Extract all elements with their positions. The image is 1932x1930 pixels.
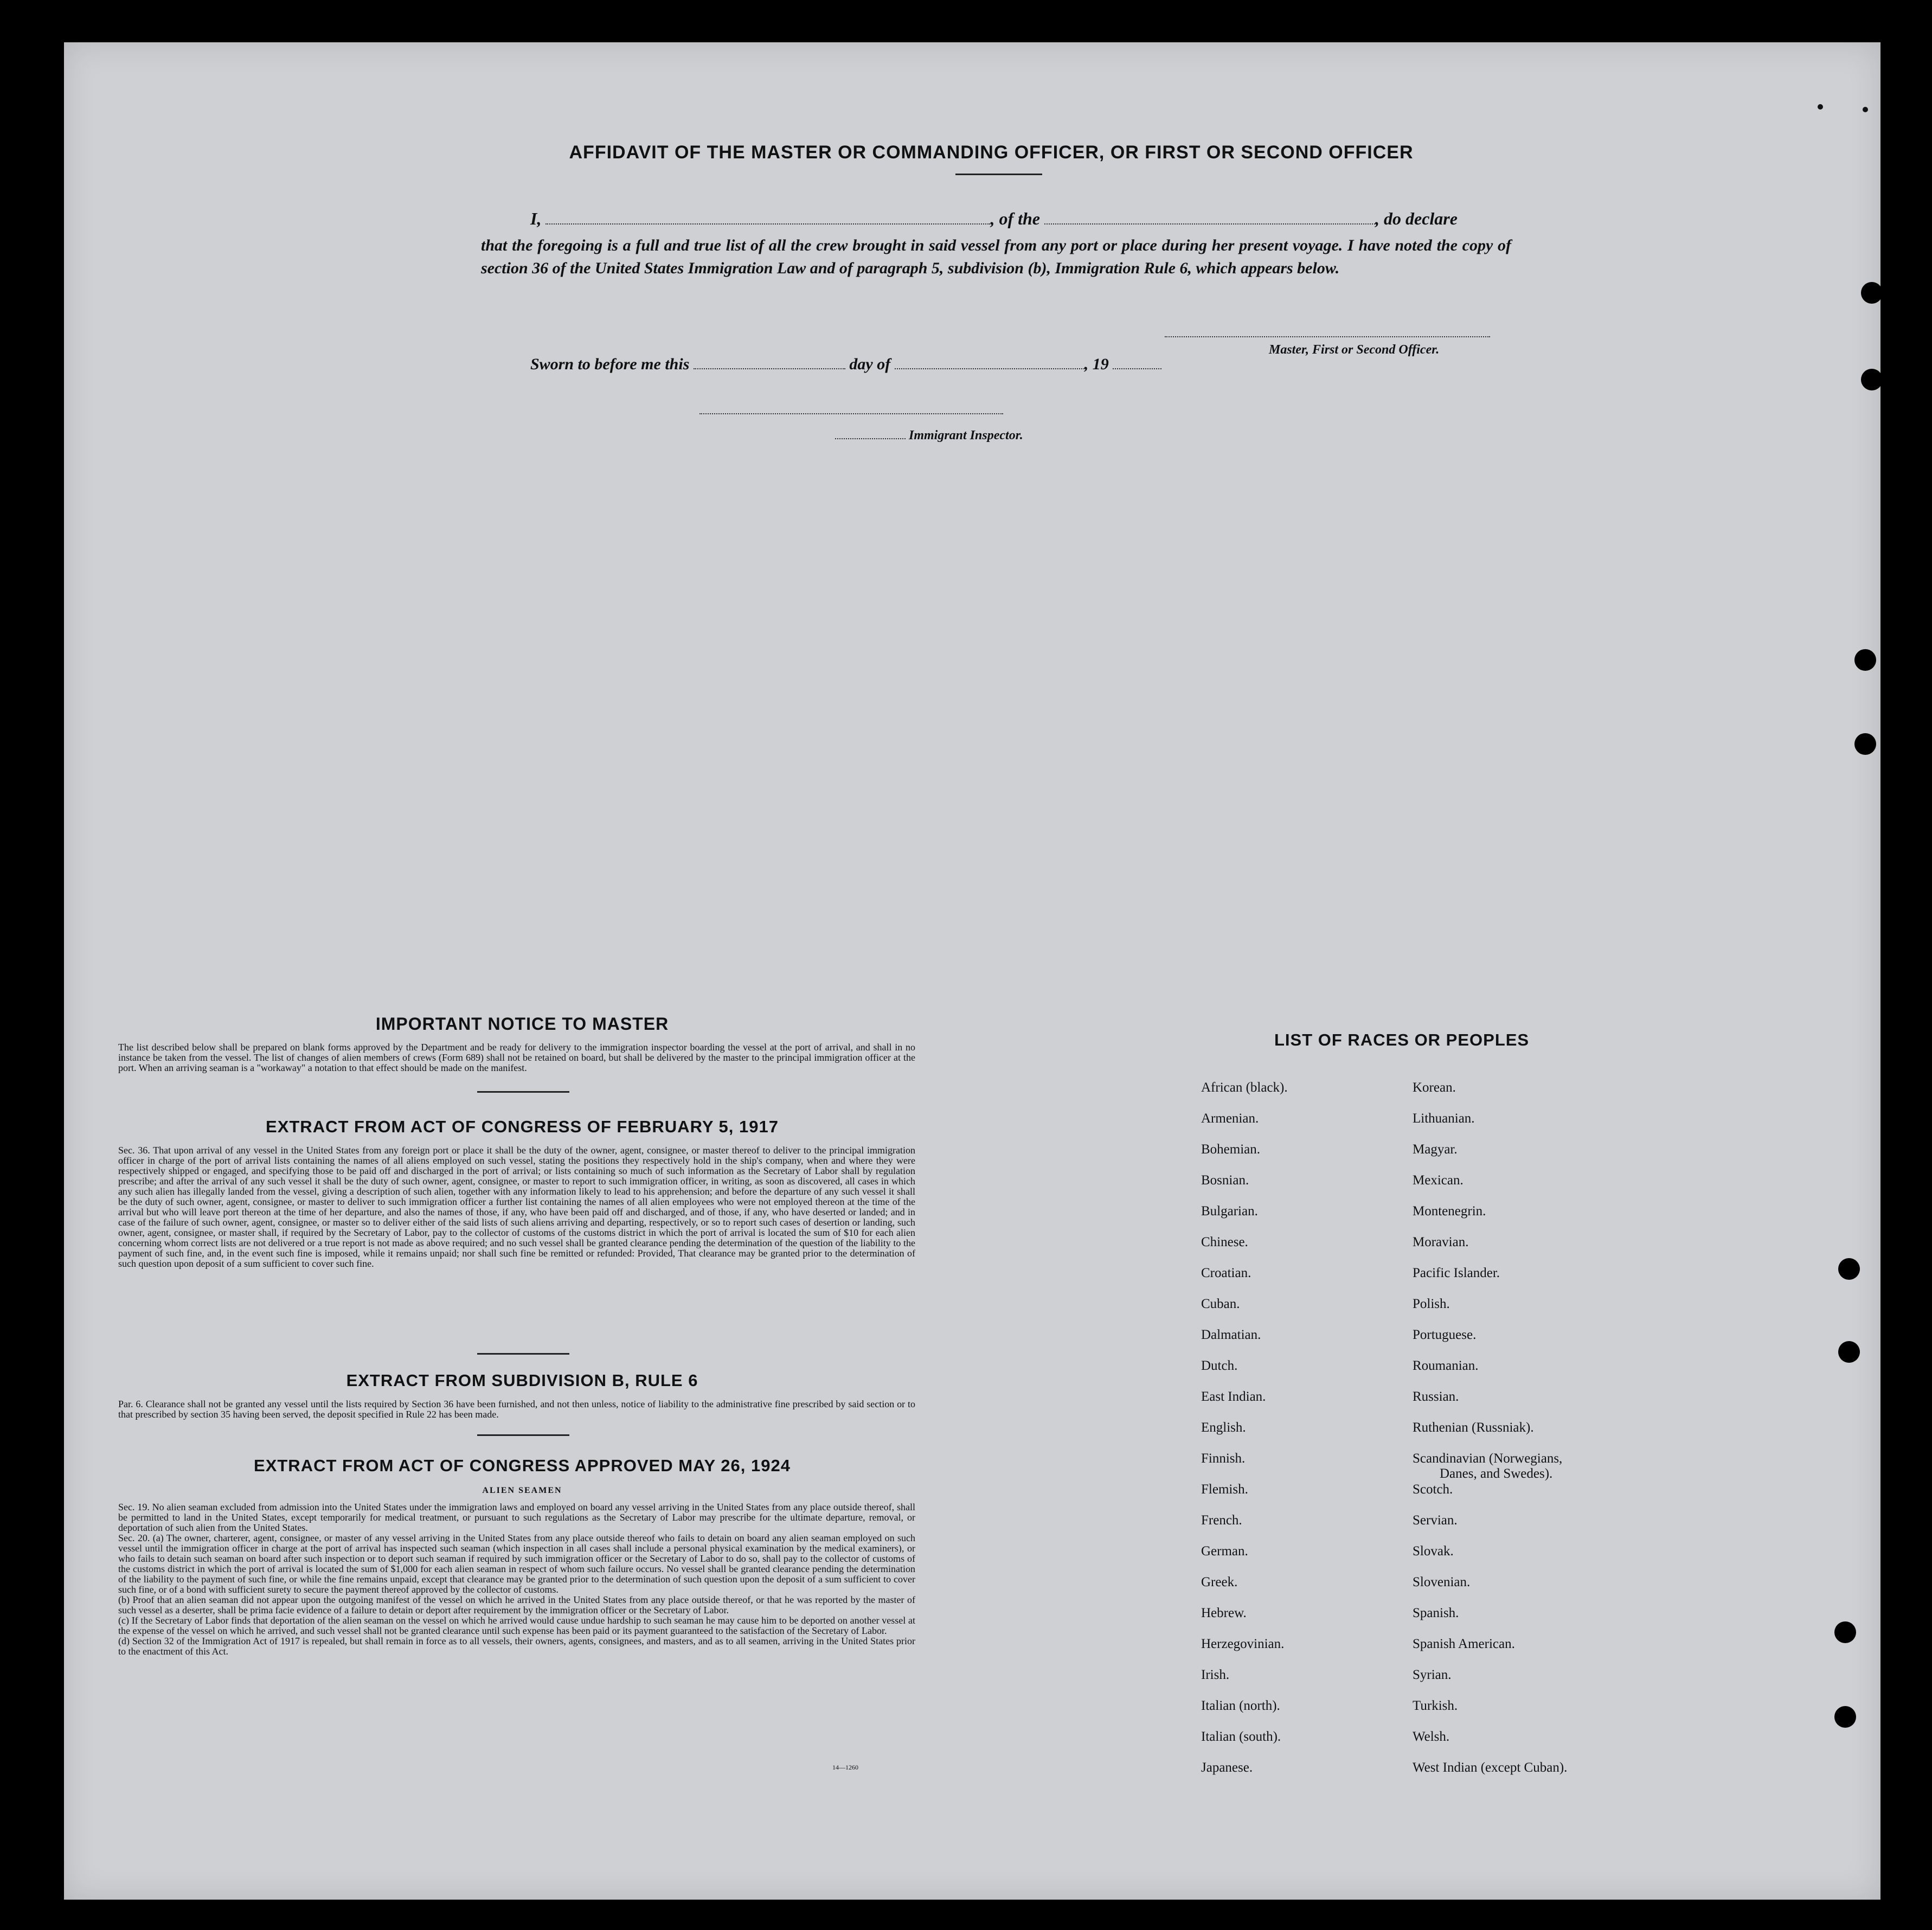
race-item: Lithuanian. [1413, 1111, 1475, 1126]
binder-hole [1834, 1621, 1856, 1643]
race-item: Slovenian. [1413, 1575, 1471, 1589]
section-divider [477, 1091, 569, 1093]
race-item: Hebrew. [1201, 1606, 1247, 1620]
race-item: Polish. [1413, 1297, 1450, 1311]
race-item: Japanese. [1201, 1760, 1253, 1775]
race-item: Mexican. [1413, 1173, 1464, 1188]
race-item: Scotch. [1413, 1482, 1453, 1497]
vessel-blank[interactable] [1044, 223, 1375, 225]
binder-hole [1838, 1258, 1860, 1280]
sec-20b: (b) Proof that an alien seaman did not appear upon the outgoing manifest of the vessel on which he arrived in the United States from any place outside thereof, or that he was reported by the master of such vessel as a deserter, shall be prima facie evidence of a failure to detain or deport after requirement by the immigration officer or the Secretary of Labor. [118, 1594, 915, 1615]
race-item: East Indian. [1201, 1389, 1266, 1404]
race-item: Spanish American. [1413, 1637, 1515, 1651]
race-item: Dalmatian. [1201, 1328, 1261, 1342]
alien-seamen-subheading: ALIEN SEAMEN [482, 1486, 562, 1495]
affidavit-title: AFFIDAVIT OF THE MASTER OR COMMANDING OFFICER, OR FIRST OR SECOND OFFICER [569, 142, 1414, 163]
race-item: French. [1201, 1513, 1242, 1528]
sec-19: Sec. 19. No alien seaman excluded from admission into the United States under the immigration laws and employed on board any vessel arriving in the United States from any place outside thereof, shall be permitted to land in the United States, except temporarily for medical treatment, or pursuant to such regulations as the Secretary of Labor may prescribe for the ultimate departure, removal, or deportation of such alien from the United States. [118, 1502, 915, 1533]
race-item: Korean. [1413, 1080, 1456, 1095]
binder-hole [1861, 369, 1883, 390]
races-column-2 [1413, 1080, 1657, 1791]
race-item: Flemish. [1201, 1482, 1248, 1497]
inspector-signature-line[interactable] [699, 413, 1003, 414]
sworn-day-blank[interactable] [694, 368, 845, 369]
sworn-prefix: Sworn to before me this [530, 355, 690, 373]
race-item: Russian. [1413, 1389, 1459, 1404]
line-i-label: I, [530, 209, 542, 228]
race-item: Italian (north). [1201, 1698, 1280, 1713]
affidavit-paragraph: that the foregoing is a full and true list of all the crew brought in said vessel from any port or place during her present voyage. I have noted the copy of section 36 of the United States Immigration Law and of paragraph 5, subdivision (b), Immigration Rule 6, which appears below. [481, 236, 1511, 277]
extract-1917-body: Sec. 36. That upon arrival of any vessel in the United States from any foreign port or place it shall be the duty of the owner, agent, consignee, or master thereof to deliver to the principal immigration officer in charge of the port of arrival lists containing the names of all aliens employed on such vessel, stating the positions they respectively hold in the ship's company, when and where they were respectively shipped or engaged, and specifying those to be paid off and discharged in the port of arrival; or lists containing so much of such information as the Secretary of Labor shall by regulation prescribe; and after the arrival of any such vessel it shall be the duty of such owner, agent, consignee, or master to report to such immigration officer, in writing, as soon as discovered, all cases in which any such alien has illegally landed from the vessel, giving a description of such alien, together with any information likely to lead to his apprehension; and before the departure of any such vessel it shall be the duty of such owner, agent, consignee, or master to deliver to such immigration officer a further list containing the names of all alien employees who were not employed thereon at the time of the arrival but who will leave port thereon at the time of her departure, and also the names of those, if any, who have been paid off and discharged, and of those, if any, who have deserted or landed; and in case of the failure of such owner, agent, consignee, or master so to deliver either of the said lists of such aliens arriving and departing, respectively, or so to report such cases of desertion or landing, such owner, agent, consignee, or master shall, if required by the Secretary of Labor, pay to the collector of customs of the customs district in which the port of arrival is located the sum of $10 for each alien concerning whom correct lists are not delivered or a true report is not made as above required; and no such vessel shall be granted clearance pending the determination of the question of the liability to the payment of such fine, and, in the event such fine is imposed, while it remains unpaid; nor shall such fine be remitted or refunded: Provided, That clearance may be granted prior to the determination of such question upon deposit of a sum sufficient to cover such fine. [118, 1145, 915, 1269]
sworn-day-of: day of [849, 355, 891, 373]
race-item: Moravian. [1413, 1235, 1469, 1249]
race-item: Roumanian. [1413, 1358, 1479, 1373]
race-item: Magyar. [1413, 1142, 1458, 1157]
notice-body: The list described below shall be prepared on blank forms approved by the Department and be ready for delivery to the immigration inspector boarding the vessel at the port of arrival, and shall in no instance be taken from the vessel. The list of changes of alien members of crews (Form 689) shall not be retained on board, but shall be delivered by the master to the principal immigration officer at the port. When an arriving seaman is a "workaway" a notation to that effect should be made on the manifest. [118, 1042, 915, 1073]
race-item: Slovak. [1413, 1544, 1454, 1559]
race-item: Portuguese. [1413, 1328, 1477, 1342]
race-item: Scandinavian (Norwegians, Danes, and Swedes). [1413, 1451, 1657, 1482]
inspector-signature-prefix [835, 428, 1023, 443]
race-item: Bosnian. [1201, 1173, 1249, 1188]
race-item: Ruthenian (Russniak). [1413, 1420, 1534, 1435]
sworn-year-blank[interactable] [1113, 368, 1161, 369]
name-blank[interactable] [545, 223, 990, 225]
race-item: Finnish. [1201, 1451, 1246, 1466]
sworn-month-blank[interactable] [895, 368, 1084, 369]
race-item: Croatian. [1201, 1266, 1251, 1280]
sworn-year-label: , 19 [1084, 355, 1109, 373]
inspector-label: Immigrant Inspector. [909, 428, 1023, 443]
race-item: Chinese. [1201, 1235, 1248, 1249]
races-title: LIST OF RACES OR PEOPLES [1274, 1030, 1530, 1049]
sworn-line [530, 355, 1161, 374]
binder-hole [1854, 733, 1876, 755]
sec-20c: (c) If the Secretary of Labor finds that deportation of the alien seaman on the vessel on which he arrived would cause undue hardship to such seaman he may cause him to be deported on another vessel at the expense of the vessel on which he arrived, and such vessel shall not be granted clearance until such expense has been paid or its payment guaranteed to the satisfaction of the Secretary of Labor. [118, 1615, 915, 1636]
binder-hole [1834, 1706, 1856, 1728]
race-item: African (black). [1201, 1080, 1288, 1095]
binder-hole [1861, 282, 1883, 304]
extract-1924-title: EXTRACT FROM ACT OF CONGRESS APPROVED MAY 26, 1924 [254, 1456, 791, 1475]
extract-1917-title: EXTRACT FROM ACT OF CONGRESS OF FEBRUARY 5, 1917 [266, 1117, 779, 1136]
race-item: German. [1201, 1544, 1248, 1559]
line-do-declare-label: , do declare [1375, 209, 1458, 228]
line-of-the-label: , of the [990, 209, 1040, 228]
ink-speck [1818, 104, 1823, 110]
race-item: Bulgarian. [1201, 1204, 1258, 1219]
race-item: Dutch. [1201, 1358, 1238, 1373]
race-item: Greek. [1201, 1575, 1238, 1589]
section-divider [477, 1434, 569, 1436]
race-item: Turkish. [1413, 1698, 1458, 1713]
race-item: Syrian. [1413, 1668, 1452, 1682]
ink-speck [1863, 107, 1868, 112]
race-item: Herzegovinian. [1201, 1637, 1285, 1651]
sec-20d: (d) Section 32 of the Immigration Act of 1917 is repealed, but shall remain in force as to all vessels, their owners, agents, consignees, and masters, and as to all seamen, arriving in the United States prior to the enactment of this Act. [118, 1636, 915, 1657]
races-column-1 [1201, 1080, 1407, 1791]
race-item: Cuban. [1201, 1297, 1240, 1311]
section-divider [477, 1353, 569, 1355]
inspector-dots [835, 438, 906, 439]
race-item: Bohemian. [1201, 1142, 1261, 1157]
title-underline [955, 174, 1042, 175]
race-item: Montenegrin. [1413, 1204, 1486, 1219]
sec-20a: Sec. 20. (a) The owner, charterer, agent, consignee, or master of any vessel arriving in the United States from any place outside thereof who fails to detain on board any alien seaman employed on such vessel until the immigration officer in charge at the port of arrival has inspected such seaman (which inspection in all cases shall include a personal physical examination by the medical examiners), or who fails to detain such seaman on board after such inspection or to deport such seaman if required by such immigration officer or the Secretary of Labor to do so, shall pay to the collector of customs of the customs district in which the port of arrival is located the sum of $1,000 for each alien seaman in respect of whom such failure occurs. No vessel shall be granted clearance pending the determination of the liability to the payment of such fine, or while the fine remains unpaid, except that clearance may be granted prior to the determination of such question upon the deposit of a sum sufficient to cover such fine, or of a bond with sufficient surety to secure the payment thereof approved by the collector of customs. [118, 1533, 915, 1595]
race-item: Irish. [1201, 1668, 1230, 1682]
form-number: 14—1260 [832, 1764, 858, 1771]
race-item: West Indian (except Cuban). [1413, 1760, 1568, 1775]
race-item: Welsh. [1413, 1729, 1450, 1744]
notice-title: IMPORTANT NOTICE TO MASTER [375, 1014, 669, 1034]
binder-hole [1854, 649, 1876, 671]
extract-rule6-title: EXTRACT FROM SUBDIVISION B, RULE 6 [346, 1371, 698, 1390]
race-item-continuation: Danes, and Swedes). [1440, 1466, 1553, 1481]
race-item: English. [1201, 1420, 1246, 1435]
master-signature-line[interactable] [1165, 336, 1490, 337]
race-item: Spanish. [1413, 1606, 1459, 1620]
master-label: Master, First or Second Officer. [1269, 343, 1440, 357]
race-item: Italian (south). [1201, 1729, 1281, 1744]
affidavit-declaration-line [530, 209, 1458, 229]
race-item: Pacific Islander. [1413, 1266, 1500, 1280]
binder-hole [1838, 1341, 1860, 1363]
extract-1924-body [118, 1502, 915, 1657]
race-item: Armenian. [1201, 1111, 1259, 1126]
race-item: Servian. [1413, 1513, 1458, 1528]
extract-rule6-body: Par. 6. Clearance shall not be granted any vessel until the lists required by Section 36 have been furnished, and not then unless, notice of liability to the administrative fine prescribed by said section or to that prescribed by section 35 having been served, the deposit specified in Rule 22 has been made. [118, 1399, 915, 1420]
